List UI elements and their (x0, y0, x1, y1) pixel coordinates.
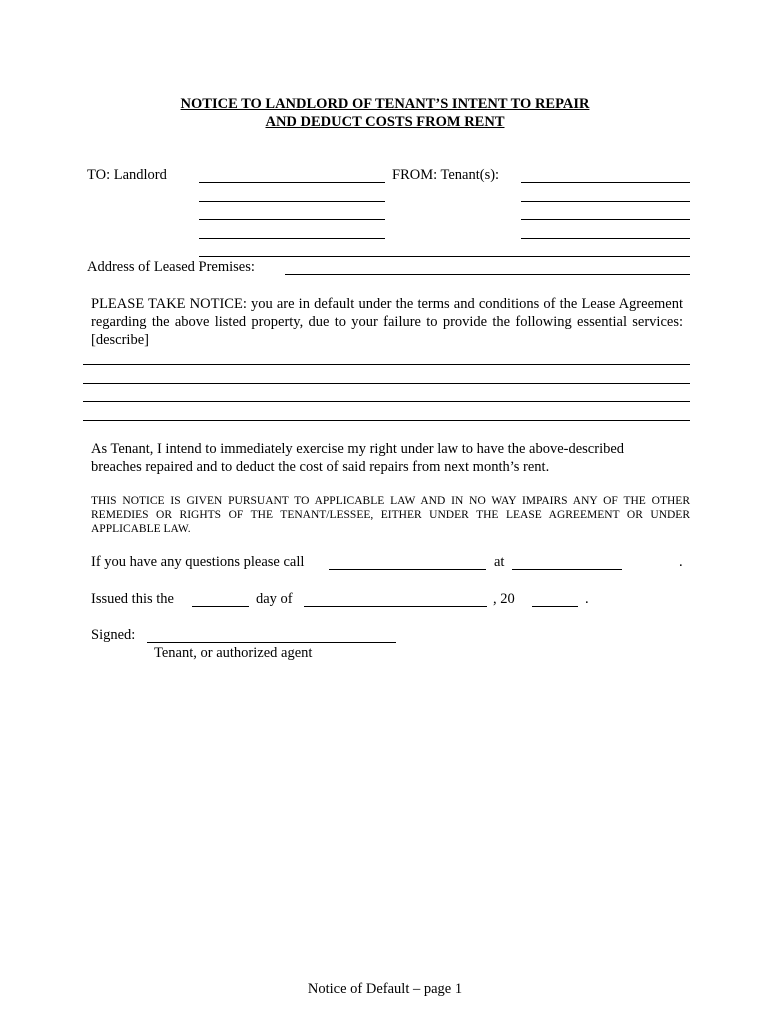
signature-line[interactable] (147, 642, 396, 643)
to-landlord-label: TO: Landlord (87, 167, 167, 183)
issued-label: Issued this the (91, 591, 174, 607)
issued-month-line[interactable] (304, 606, 487, 607)
address-premises-line[interactable] (285, 274, 690, 275)
questions-period: . (679, 554, 683, 570)
at-label: at (494, 554, 505, 570)
tenant-name-line[interactable] (521, 182, 690, 183)
questions-label: If you have any questions please call (91, 554, 305, 570)
tenant-address-line-2[interactable] (521, 219, 690, 220)
landlord-address-line-2[interactable] (199, 219, 385, 220)
intent-paragraph: As Tenant, I intend to immediately exercise my right under law to have the above-described breaches repaired and to deduct the cost of said repairs from next month’s rent. (91, 441, 625, 475)
phone-number-line[interactable] (329, 569, 486, 570)
legal-notice: THIS NOTICE IS GIVEN PURSUANT TO APPLICABLE LAW AND IN NO WAY IMPAIRS ANY OF THE OTHER REMEDIES OR RIGHTS OF THE TENANT/LESSEE, EITHER UNDER THE LEASE AGREEMENT OR UNDER APPLICABLE LAW. (91, 495, 690, 535)
landlord-address-line-1[interactable] (199, 201, 385, 202)
description-line-2[interactable] (83, 383, 690, 384)
landlord-address-line-3[interactable] (199, 238, 385, 239)
description-line-4[interactable] (83, 420, 690, 421)
document-title-line1: NOTICE TO LANDLORD OF TENANT’S INTENT TO REPAIR (180, 96, 590, 112)
tenant-address-line-1[interactable] (521, 201, 690, 202)
issued-day-line[interactable] (192, 606, 249, 607)
signed-label: Signed: (91, 627, 136, 643)
address-label: Address of Leased Premises: (87, 259, 255, 275)
description-line-1[interactable] (83, 364, 690, 365)
issued-year-line[interactable] (532, 606, 578, 607)
tenant-address-line-3[interactable] (521, 238, 690, 239)
notice-paragraph: PLEASE TAKE NOTICE: you are in default under the terms and conditions of the Lease Agreement regarding the above listed property, due to your failure to provide the following essential services: [describe] (91, 296, 683, 348)
signer-caption: Tenant, or authorized agent (154, 645, 313, 661)
year-prefix: , 20 (493, 591, 515, 607)
page-footer: Notice of Default – page 1 (307, 981, 463, 997)
issued-period: . (585, 591, 589, 607)
separator-line (199, 256, 690, 257)
description-line-3[interactable] (83, 401, 690, 402)
from-tenant-label: FROM: Tenant(s): (392, 167, 500, 183)
landlord-name-line[interactable] (199, 182, 385, 183)
day-of-label: day of (256, 591, 293, 607)
document-title-line2: AND DEDUCT COSTS FROM RENT (265, 114, 505, 130)
contact-time-line[interactable] (512, 569, 622, 570)
